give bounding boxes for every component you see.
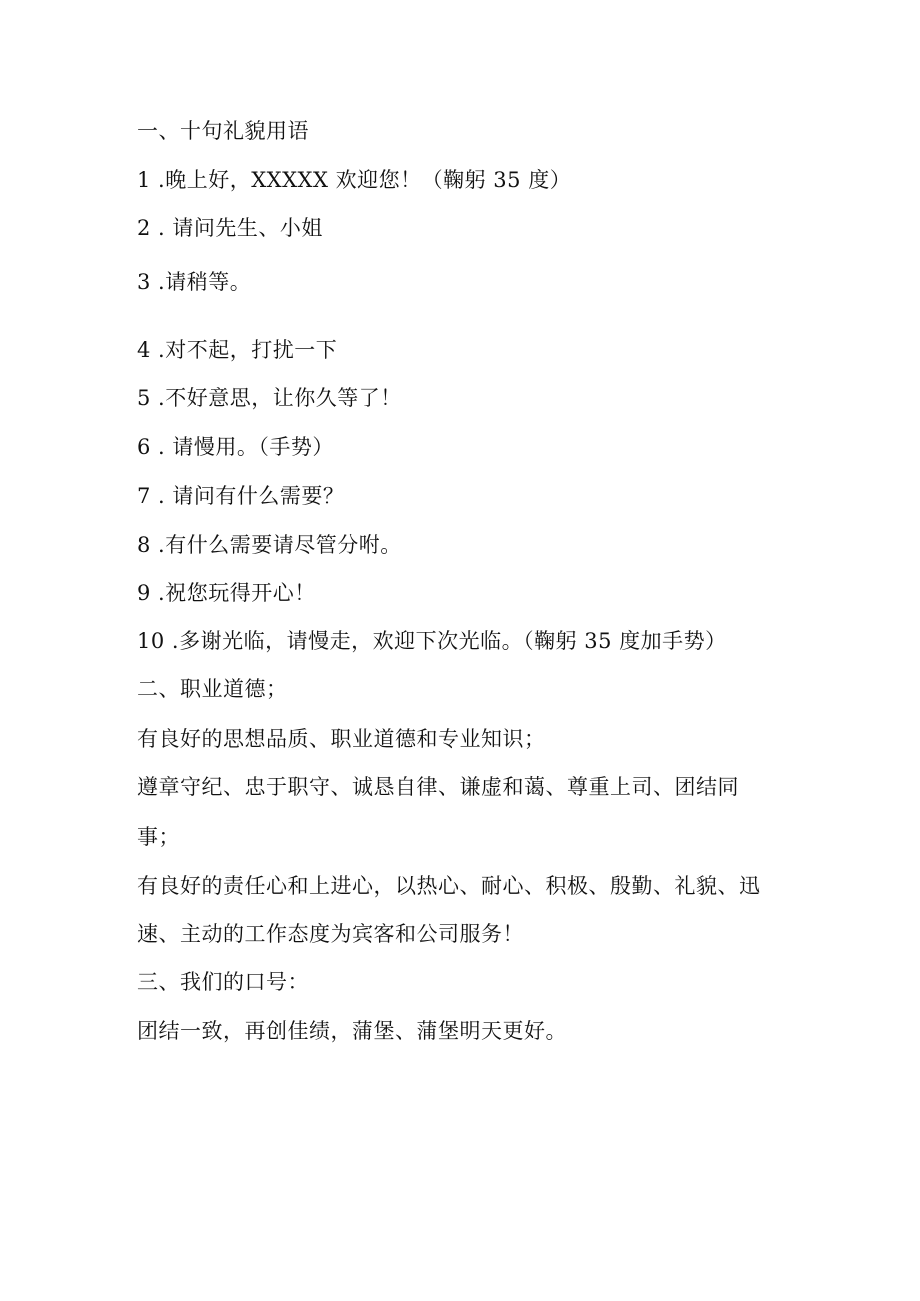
phrase-item-9: 9 .祝您玩得开心！ — [137, 581, 316, 605]
phrase-item-8: 8 .有什么需要请尽管分咐。 — [137, 533, 402, 557]
ethics-line-3: 事； — [137, 825, 180, 849]
ethics-line-2: 遵章守纪、忠于职守、诚恳自律、谦虚和蔼、尊重上司、团结同 — [137, 775, 739, 799]
section2-heading: 二、职业道德； — [137, 677, 288, 701]
ethics-line-1: 有良好的思想品质、职业道德和专业知识； — [137, 727, 546, 751]
phrase-item-4: 4 .对不起，打扰一下 — [137, 338, 338, 362]
phrase-item-6: 6 . 请慢用。（手势） — [137, 435, 334, 459]
section1-heading: 一、十句礼貌用语 — [137, 119, 309, 143]
phrase-item-1: 1 .晚上好，XXXXX 欢迎您！（鞠躬 35 度） — [137, 168, 572, 192]
phrase-item-5: 5 .不好意思，让你久等了！ — [137, 386, 402, 410]
phrase-item-3: 3 .请稍等。 — [137, 270, 252, 294]
phrase-item-7: 7 . 请问有什么需要？ — [137, 484, 345, 508]
section3-heading: 三、我们的口号： — [137, 970, 309, 994]
phrase-item-2: 2 . 请问先生、小姐 — [137, 216, 323, 240]
slogan-text: 团结一致，再创佳绩，蒲堡、蒲堡明天更好。 — [137, 1019, 567, 1043]
ethics-line-5: 速、主动的工作态度为宾客和公司服务！ — [137, 922, 524, 946]
phrase-item-10: 10 .多谢光临，请慢走，欢迎下次光临。（鞠躬 35 度加手势） — [137, 629, 727, 653]
ethics-line-4: 有良好的责任心和上进心，以热心、耐心、积极、殷勤、礼貌、迅 — [137, 874, 761, 898]
